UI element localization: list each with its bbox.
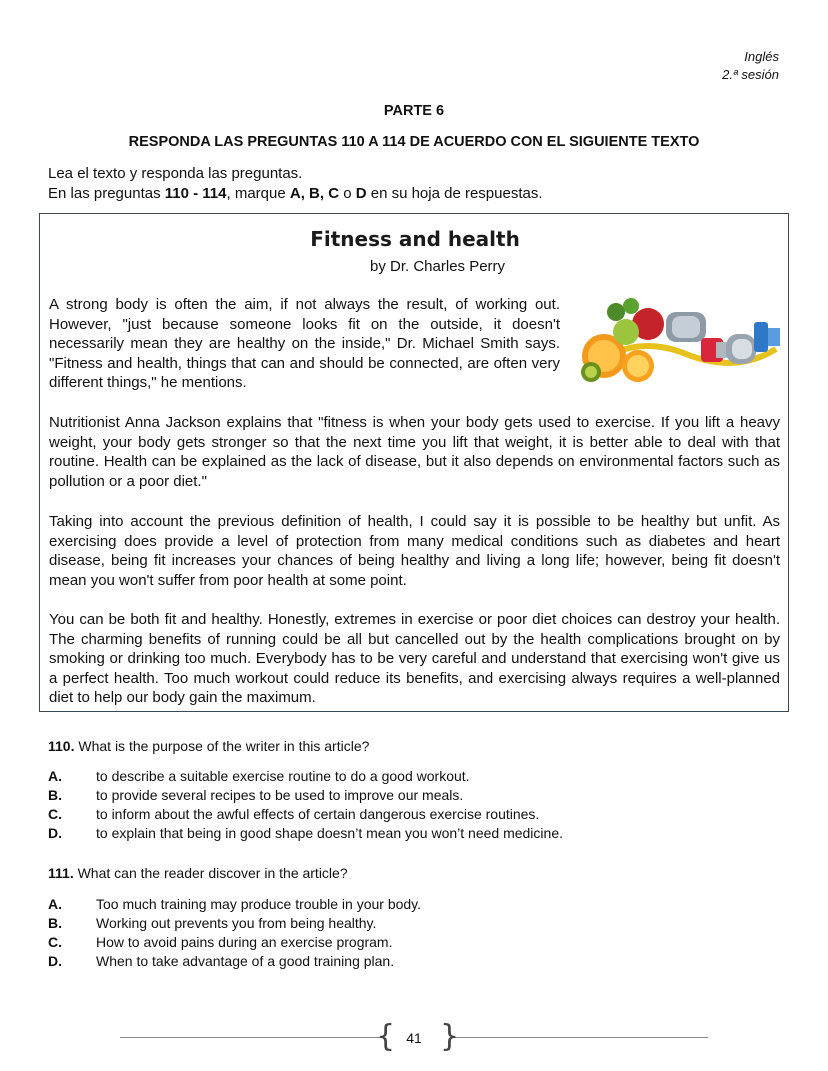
option-text: to describe a suitable exercise routine to do a good workout. — [96, 768, 470, 784]
option-letter: A. — [48, 768, 62, 784]
answer-letter-d: D — [355, 185, 367, 202]
option-text: Working out prevents you from being healthy. — [96, 915, 377, 931]
question-111 — [48, 865, 348, 881]
instruction-text: o — [339, 185, 356, 202]
option-b — [48, 787, 563, 806]
option-b — [48, 915, 421, 934]
instruction-text: En las preguntas — [48, 185, 165, 202]
option-letter: B. — [48, 915, 62, 931]
option-letter: B. — [48, 787, 62, 803]
left-brace-icon: { — [376, 1019, 396, 1054]
session-label: 2.ª sesión — [722, 67, 779, 82]
article-title: Fitness and health — [310, 227, 520, 251]
option-d — [48, 825, 563, 844]
page-header — [722, 48, 779, 84]
instruction-line-1: Lea el texto y responda las preguntas. — [48, 165, 303, 182]
article-paragraph-4: You can be both fit and healthy. Honestly, extremes in exercise or poor diet choices can destroy your health. The charming benefits of running could be all but cancelled out by the health complications brought on by smoking or drinking too much. Everybody has to be very careful and understand that exercising won't give us a perfect health. Too much workout could reduce its benefits, and exercising always requires a well-planned diet to help our body gain the maximum. — [49, 611, 780, 706]
option-text: to provide several recipes to be used to improve our meals. — [96, 787, 464, 803]
question-text: What can the reader discover in the article? — [73, 865, 348, 881]
option-letter: A. — [48, 896, 62, 912]
option-a — [48, 896, 421, 915]
instruction-text: en su hoja de respuestas. — [366, 185, 543, 202]
option-letter: C. — [48, 806, 62, 822]
question-110 — [48, 738, 369, 754]
footer-rule-left — [120, 1037, 380, 1038]
question-text: What is the purpose of the writer in this article? — [74, 738, 370, 754]
article-author: by Dr. Charles Perry — [370, 258, 506, 275]
instruction-title: RESPONDA LAS PREGUNTAS 110 A 114 DE ACUERDO CON EL SIGUIENTE TEXTO — [128, 134, 700, 150]
right-brace-icon: } — [440, 1019, 460, 1054]
option-letter: C. — [48, 934, 62, 950]
option-text: to inform about the awful effects of certain dangerous exercise routines. — [96, 806, 540, 822]
option-letter: D. — [48, 825, 62, 841]
question-range: 110 - 114 — [164, 185, 227, 202]
article-box — [39, 213, 789, 712]
option-d — [48, 953, 421, 972]
fruit-and-dumbbells-image — [576, 294, 786, 384]
question-number: 111. — [48, 865, 74, 881]
instructions — [48, 164, 543, 204]
article-paragraph-3: Taking into account the previous definition of health, I could say it is possible to be healthy but unfit. As exercising does provide a level of protection from many medical conditions such as diabetes and heart disease, being fit increases your chances of being healthy and living a long life; however, being fit doesn't mean you won't suffer from poor health at some point. — [49, 513, 780, 589]
page-number: 41 — [406, 1030, 422, 1046]
option-c — [48, 806, 563, 825]
option-text: to explain that being in good shape doesn’t mean you won’t need medicine. — [96, 825, 563, 841]
footer-rule-right — [450, 1037, 708, 1038]
instruction-text: , marque — [226, 185, 290, 202]
question-111-options — [48, 896, 421, 972]
option-a — [48, 768, 563, 787]
option-text: When to take advantage of a good training plan. — [96, 953, 395, 969]
question-110-options — [48, 768, 563, 844]
question-number: 110. — [48, 738, 75, 754]
article-paragraph-1: A strong body is often the aim, if not always the result, of working out. However, "just because someone looks fit on the outside, it doesn't necessarily mean they are healthy on the inside," Dr. Michael Smith says. "Fitness and health, things that can and should be connected, are often very different things," he mentions. — [49, 296, 560, 391]
subject-label: Inglés — [744, 49, 779, 64]
option-c — [48, 934, 421, 953]
option-text: How to avoid pains during an exercise program. — [96, 934, 393, 950]
part-title: PARTE 6 — [383, 103, 445, 119]
option-text: Too much training may produce trouble in your body. — [96, 896, 422, 912]
option-letter: D. — [48, 953, 62, 969]
article-paragraph-2: Nutritionist Anna Jackson explains that "fitness is when your body gets used to exercise. If you lift a heavy weight, your body gets stronger so that the next time you lift that weight, it is better able to deal with that routine. Health can be explained as the lack of disease, but it also depends on environmental factors such as pollution or a poor diet." — [49, 414, 780, 490]
instruction-line-2 — [48, 184, 543, 204]
answer-letters: A, B, C — [289, 185, 340, 202]
